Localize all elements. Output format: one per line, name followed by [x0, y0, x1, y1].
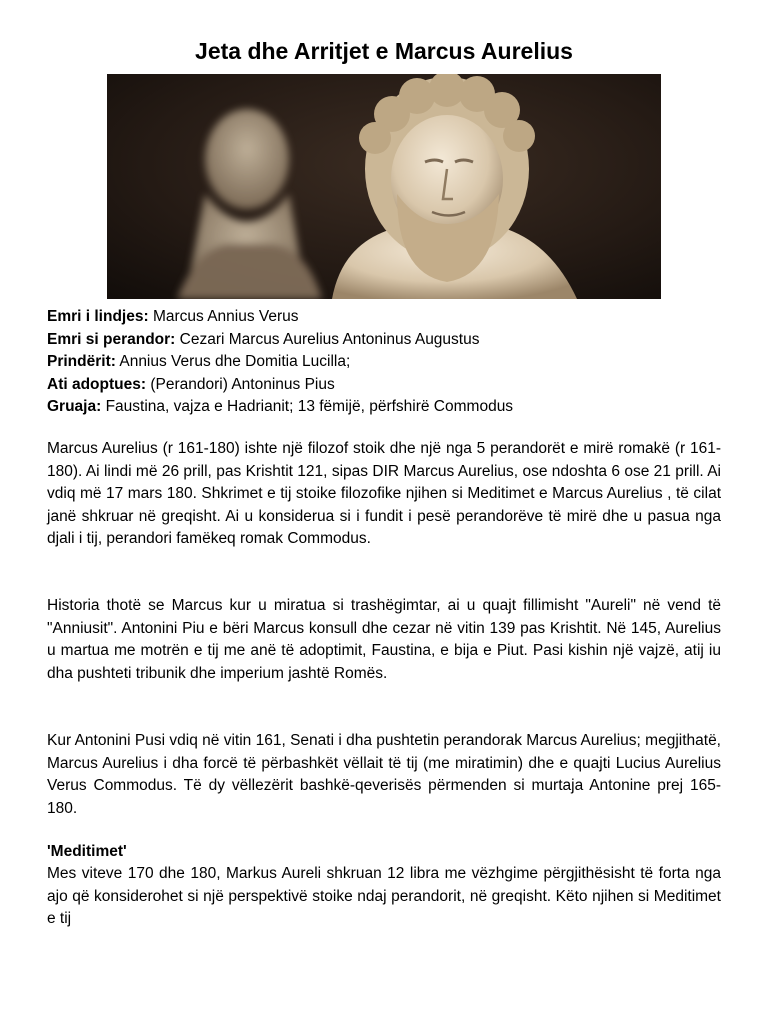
fact-value: Annius Verus dhe Domitia Lucilla; — [115, 353, 351, 370]
marble-busts-icon — [107, 74, 661, 299]
page-title: Jeta dhe Arritjet e Marcus Aurelius — [195, 38, 573, 64]
fact-emperor-name — [47, 329, 727, 352]
fact-value: Faustina, vajza e Hadrianit; 13 fëmijë, përfshirë Commodus — [101, 398, 514, 415]
fact-value: Cezari Marcus Aurelius Antoninus Augustus — [175, 330, 480, 348]
paragraph-intro: Marcus Aurelius (r 161-180) ishte një filozof stoik dhe një nga 5 perandorët e mirë romakë (r 161-180). Ai lindi më 26 prill, pas Krishtit 121, sipas DIR Marcus Aurelius, ose ndoshta 6 ose 21 prill. Ai vdiq më 17 mars 180. Shkrimet e tij stoike filozofike njihen si Meditimet e Marcus Aurelius , të cilat janë shkruar në greqisht. Ai u konsiderua si i fundit i pesë perandorëve të mirë dhe u pasua nga djali i tij, perandori famëkeq romak Commodus. — [47, 440, 721, 547]
fact-label: Emri si perandor: — [47, 330, 176, 348]
paragraph-reign: Kur Antonini Pusi vdiq në vitin 161, Senati i dha pushtetin perandorak Marcus Aurelius; megjithatë, Marcus Aurelius i dha forcë të përbashkët vëllait të tij (me miratimin) dhe e quajti Lucius Aurelius Verus Commodus. Të dy vëllezërit bashkë-qeverisës përmenden si murtaja Antonine prej 165-180. — [47, 732, 721, 817]
fact-wife — [47, 396, 727, 419]
fact-birth-name — [47, 306, 727, 329]
fact-value: Marcus Annius Verus — [148, 308, 299, 325]
paragraph-history: Historia thotë se Marcus kur u miratua si trashëgimtar, ai u quajt fillimisht "Aureli" në vend të "Anniusit". Antonini Piu e bëri Marcus konsull dhe cezar në vitin 139 pas Krishtit. Në 145, Aurelius u martua me motrën e tij me anë të adoptimit, Faustina, e bija e Piut. Pasi kishin një vajzë, atij iu dha pushteti tribunik dhe imperium jashtë Romës. — [47, 597, 721, 682]
fact-label: Emri i lindjes: — [47, 308, 149, 325]
fact-label: Prindërit: — [47, 353, 116, 370]
fact-label: Gruaja: — [47, 398, 102, 415]
biography-facts — [47, 306, 727, 419]
fact-label: Ati adoptues: — [47, 375, 147, 393]
fact-parents — [47, 351, 727, 374]
section-heading-meditations: 'Meditimet' — [47, 843, 127, 860]
fact-value: (Perandori) Antoninus Pius — [146, 375, 335, 393]
marble-busts-photo — [107, 74, 661, 299]
paragraph-meditations: Mes viteve 170 dhe 180, Markus Aureli shkruan 12 libra me vëzhgime përgjithësisht të forta nga ajo që konsiderohet si një perspektivë stoike ndaj perandorit, në greqisht. Këto njihen si Meditimet e tij — [47, 865, 721, 927]
fact-adoptive-father — [47, 374, 727, 397]
